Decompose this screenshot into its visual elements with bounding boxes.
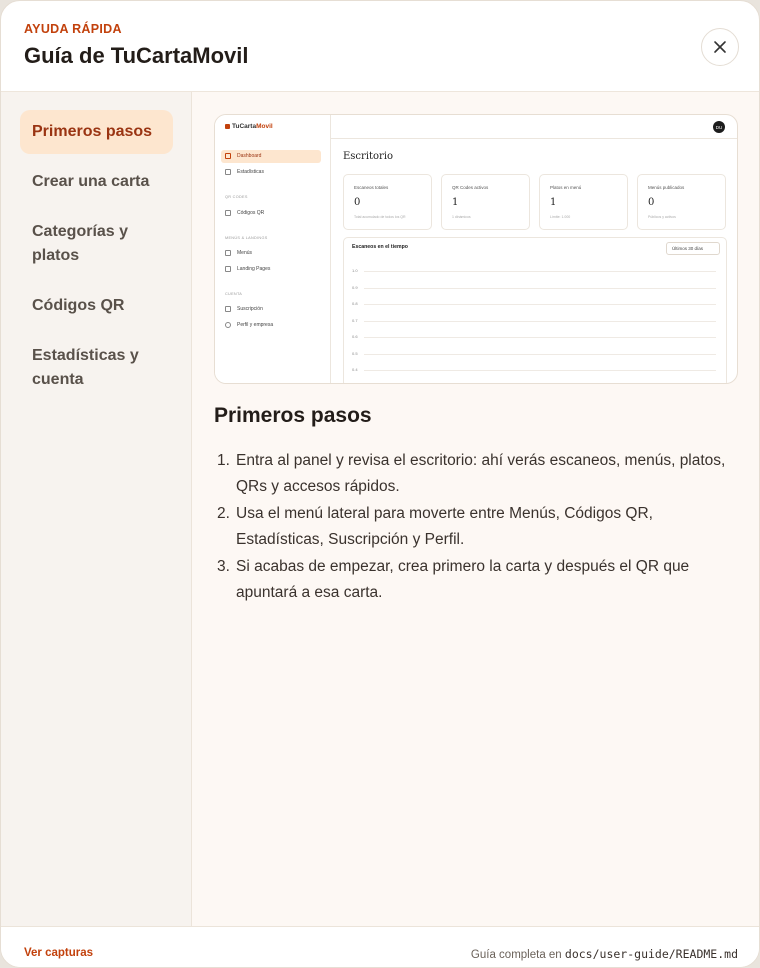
avatar: DU (713, 121, 725, 133)
stat-card-value: 0 (354, 197, 361, 208)
step-text: Entra al panel y revisa el escritorio: ahí verás escaneos, menús, platos, QRs y accesos rápidos. (236, 452, 726, 495)
qr-icon (225, 210, 231, 216)
modal-title: Guía de TuCartaMovil (24, 43, 249, 68)
guide-content (192, 92, 760, 926)
step-text: Si acabas de empezar, crea primero la carta y después el QR que apuntará a esa carta. (236, 558, 690, 601)
sidebar-item-categorias-platos[interactable]: Categorías y platos (32, 223, 129, 264)
stat-card-label: Escaneos totales (354, 185, 389, 190)
screenshot-nav-menus (221, 247, 321, 260)
chart-tick-label: 0.7 (352, 318, 358, 323)
modal-kicker: AYUDA RÁPIDA (24, 22, 122, 36)
sidebar-item-estadisticas-cuenta[interactable]: Estadísticas y cuenta (32, 347, 139, 388)
chart-gridline (364, 337, 716, 338)
steps-list (214, 448, 739, 607)
chart-gridline (364, 271, 716, 272)
logo-icon (225, 124, 230, 129)
logo-text-c: Movil (256, 123, 273, 130)
chart-gridline (364, 288, 716, 289)
screenshot-section-cuenta: CUENTA (225, 292, 243, 296)
card-icon (225, 306, 231, 312)
stat-card-sub: Límite: 1.000 (550, 215, 571, 219)
stat-card (539, 174, 628, 230)
stat-card-sub: 1 dinámicos (452, 215, 471, 219)
chart-tick-label: 0.8 (352, 301, 358, 306)
close-button[interactable] (701, 28, 739, 66)
stat-card-value: 0 (648, 197, 655, 208)
stat-card-label: Platos en menú (550, 185, 582, 190)
screenshot-sidebar (215, 115, 331, 384)
scans-chart-title: Escaneos en el tiempo (352, 244, 408, 250)
section-title: Primeros pasos (214, 404, 372, 427)
stat-card (637, 174, 726, 230)
screenshot-nav-label: Estadísticas (237, 169, 264, 175)
stat-card (343, 174, 432, 230)
close-icon (713, 40, 727, 54)
screenshot-nav-codigos-qr (221, 207, 321, 220)
stat-card-value: 1 (452, 197, 459, 208)
page-icon (225, 266, 231, 272)
chart-tick-label: 0.6 (352, 334, 358, 339)
chart-gridline (364, 354, 716, 355)
screenshot-logo (225, 123, 273, 130)
screenshot-nav-suscripcion (221, 303, 321, 316)
screenshot-nav-estadisticas (221, 166, 321, 179)
sidebar-item-primeros-pasos[interactable]: Primeros pasos (20, 110, 173, 154)
screenshot-nav-dashboard (221, 150, 321, 163)
stat-card-label: QR Codes activos (452, 185, 489, 190)
screenshot-section-menus: MENÚS & LANDINGS (225, 236, 268, 240)
stat-card-sub: Públicos y activos (648, 215, 676, 219)
sidebar-item-codigos-qr[interactable]: Códigos QR (32, 297, 125, 314)
screenshot-section-qr: QR CODES (225, 195, 248, 199)
step-text: Usa el menú lateral para moverte entre Menús, Códigos QR, Estadísticas, Suscripción y Perfil. (236, 505, 653, 548)
stat-card-label: Menús publicados (648, 185, 685, 190)
range-select: Últimos 30 días (666, 242, 720, 255)
screenshot-nav-label: Suscripción (237, 306, 263, 312)
chart-tick-label: 0.4 (352, 367, 358, 372)
footer-note-prefix: Guía completa en (470, 949, 565, 961)
screenshot-nav-landing (221, 263, 321, 276)
screenshot-nav-label: Landing Pages (237, 266, 271, 272)
screenshot-nav-label: Dashboard (237, 153, 262, 159)
screenshot-nav-perfil (221, 319, 321, 332)
screenshot-nav-label: Menús (237, 250, 253, 256)
footer-note (471, 947, 738, 961)
scans-chart (343, 237, 727, 384)
screenshot-nav-label: Códigos QR (237, 210, 265, 216)
stat-card-sub: Total acumulado de todos los QR (354, 215, 406, 219)
home-icon (225, 153, 231, 159)
step-number: 1. (217, 452, 230, 469)
logo-text-a: Tu (232, 123, 240, 130)
stat-card (441, 174, 530, 230)
user-icon (225, 322, 231, 328)
chart-gridline (364, 321, 716, 322)
chart-gridline (364, 370, 716, 371)
step-number: 2. (217, 505, 230, 522)
chart-icon (225, 169, 231, 175)
view-screenshots-link[interactable]: Ver capturas (24, 947, 94, 959)
modal-header (1, 1, 759, 92)
screenshot-heading: Escritorio (343, 151, 394, 162)
sidebar-item-crear-carta[interactable]: Crear una carta (32, 173, 150, 190)
step-number: 3. (217, 558, 230, 575)
list-item (214, 448, 739, 500)
chart-tick-label: 0.9 (352, 285, 358, 290)
list-item (214, 554, 739, 606)
dashboard-screenshot (214, 114, 738, 384)
stat-card-value: 1 (550, 197, 557, 208)
book-icon (225, 250, 231, 256)
modal-footer (1, 926, 760, 968)
guide-sidebar (1, 92, 192, 926)
chart-gridline (364, 304, 716, 305)
list-item (214, 501, 739, 553)
screenshot-topbar (331, 115, 738, 139)
chart-tick-label: 0.5 (352, 351, 358, 356)
logo-text-b: Carta (239, 123, 257, 130)
footer-note-path: docs/user-guide/README.md (564, 947, 738, 961)
screenshot-nav-label: Perfil y empresa (237, 322, 274, 328)
chart-tick-label: 1.0 (352, 268, 358, 273)
